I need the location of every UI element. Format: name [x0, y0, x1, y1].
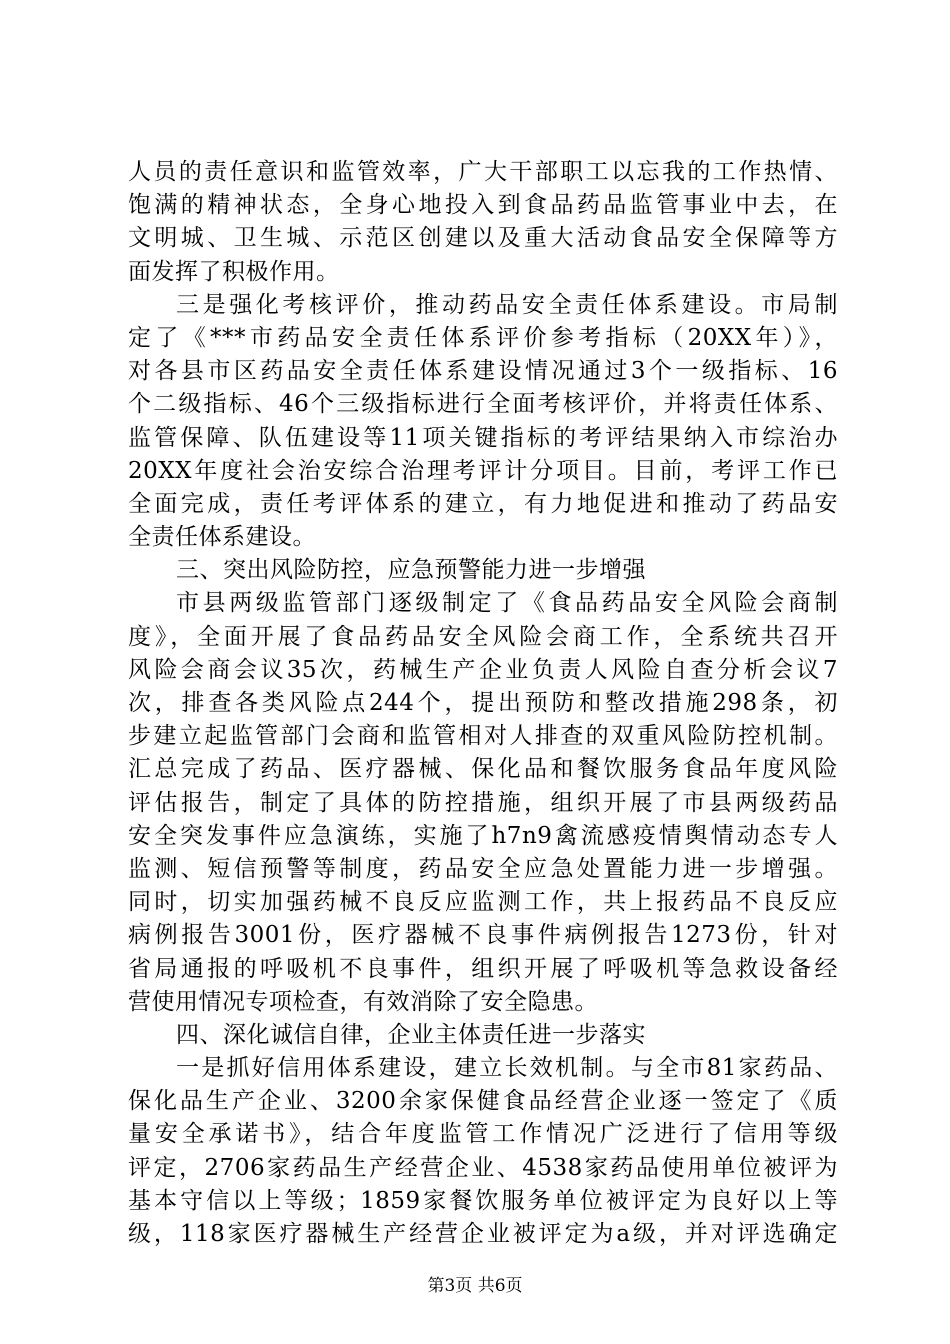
- text-line: 人员的责任意识和监管效率，广大干部职工以忘我的工作热情、: [128, 159, 838, 185]
- text-line: 全面完成，责任考评体系的建立，有力地促进和推动了药品安: [128, 490, 838, 517]
- text-line: 对各县市区药品安全责任体系建设情况通过3个一级指标、16: [128, 358, 838, 385]
- text-line: 定了《***市药品安全责任体系评价参考指标（20XX年）》，: [128, 324, 838, 351]
- text-line: 风险会商会议35次，药械生产企业负责人风险自查分析会议7: [128, 656, 838, 683]
- text-line: 饱满的精神状态，全身心地投入到食品药品监管事业中去，在: [128, 192, 838, 219]
- text-line: 次，排查各类风险点244个，提出预防和整改措施298条，初: [128, 690, 838, 716]
- text-line: 步建立起监管部门会商和监管相对人排查的双重风险防控机制。: [128, 723, 838, 750]
- text-line: 病例报告3001份，医疗器械不良事件病例报告1273份，针对: [128, 922, 838, 949]
- text-line: 监管保障、队伍建设等11项关键指标的考评结果纳入市综治办: [128, 424, 838, 451]
- page-footer: 第3页 共6页: [427, 1276, 523, 1296]
- text-line: 面发挥了积极作用。: [128, 258, 340, 285]
- text-line: 一是抓好信用体系建设，建立长效机制。与全市81家药品、: [176, 1055, 838, 1082]
- text-line: 全责任体系建设。: [128, 524, 316, 551]
- text-line: 市县两级监管部门逐级制定了《食品药品安全风险会商制: [176, 590, 838, 617]
- text-line: 三是强化考核评价，推动药品安全责任体系建设。市局制: [176, 291, 838, 318]
- text-line: 汇总完成了药品、医疗器械、保化品和餐饮服务食品年度风险: [128, 756, 838, 783]
- text-line: 级，118家医疗器械生产经营企业被评定为a级，并对评选确定: [128, 1221, 838, 1247]
- text-line: 度》，全面开展了食品药品安全风险会商工作，全系统共召开: [128, 623, 838, 650]
- text-line: 同时，切实加强药械不良反应监测工作，共上报药品不良反应: [128, 889, 838, 916]
- text-line: 评估报告，制定了具体的防控措施，组织开展了市县两级药品: [128, 789, 838, 816]
- text-line: 量安全承诺书》，结合年度监管工作情况广泛进行了信用等级: [128, 1121, 838, 1148]
- text-line: 20XX年度社会治安综合治理考评计分项目。目前，考评工作已: [128, 457, 838, 484]
- text-line: 个二级指标、46个三级指标进行全面考核评价，并将责任体系、: [128, 391, 838, 418]
- text-line: 评定，2706家药品生产经营企业、4538家药品使用单位被评为: [128, 1154, 838, 1181]
- text-line: 四、深化诚信自律，企业主体责任进一步落实: [176, 1021, 646, 1048]
- document-body: [128, 156, 838, 1251]
- text-line: 基本守信以上等级；1859家餐饮服务单位被评定为良好以上等: [128, 1187, 838, 1214]
- text-line: 保化品生产企业、3200余家保健食品经营企业逐一签定了《质: [128, 1088, 838, 1115]
- text-line: 文明城、卫生城、示范区创建以及重大活动食品安全保障等方: [128, 225, 838, 252]
- text-line: 营使用情况专项检查，有效消除了安全隐患。: [128, 988, 598, 1015]
- text-line: 省局通报的呼吸机不良事件，组织开展了呼吸机等急救设备经: [128, 955, 838, 982]
- text-line: 三、突出风险防控，应急预警能力进一步增强: [176, 557, 646, 584]
- text-line: 安全突发事件应急演练，实施了h7n9禽流感疫情舆情动态专人: [128, 822, 838, 849]
- text-line: 监测、短信预警等制度，药品安全应急处置能力进一步增强。: [128, 855, 838, 882]
